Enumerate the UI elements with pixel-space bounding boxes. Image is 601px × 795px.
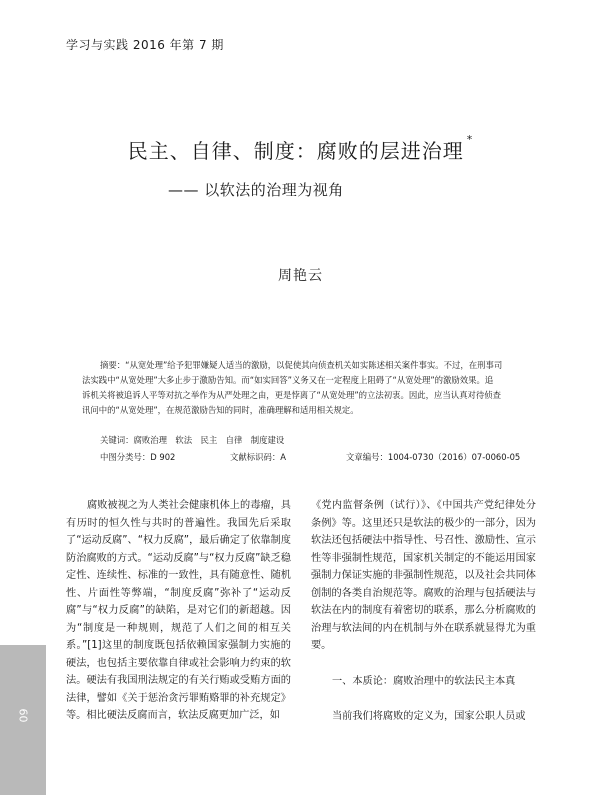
section-heading: 一、本质论：腐败治理中的软法民主本真 <box>332 675 516 687</box>
keywords: 关键词：腐败治理 软法 民主 自律 制度建设 <box>100 435 285 445</box>
author-name: 周艳云 <box>278 268 323 284</box>
body-column-left <box>66 497 291 725</box>
body-paragraph: 当前我们将腐败的定义为，国家公职人员或 <box>332 711 526 722</box>
article-title <box>0 135 601 164</box>
abstract-line: 摘要：“从宽处理”给予犯罪嫌疑人适当的激励，以促使其向侦查机关如实陈述相关案件事实。不过，在刑事司 <box>100 360 503 370</box>
document-code: 文献标识码：A <box>230 452 286 462</box>
journal-issue-header: 学习与实践 2016 年第 7 期 <box>66 38 224 52</box>
page-number: 60 <box>16 708 30 723</box>
page-number-tab <box>0 645 46 795</box>
clc-number: 中图分类号：D 902 <box>100 452 176 462</box>
article-subtitle: —— 以软法的治理为视角 <box>168 181 344 199</box>
title-footnote-mark: * <box>466 133 474 146</box>
body-paragraph: 腐败被视之为人类社会健康机体上的毒瘤，具有历时的恒久性与共时的普遍性。我国先后采取了“运动反腐”、“权力反腐”，最后确定了依靠制度防治腐败的方式。“运动反腐”与“权力反腐”缺乏稳定性、连续性、标准的一致性，具有随意性、随机性、片面性等弊端，“制度反腐”弥补了“运动反腐”与“权力反腐”的缺陷，是对它们的新超越。因为“制度是一种规则，规范了人们之间的相互关系。”[1]这里的制度既包括依赖国家强制力实施的硬法，也包括主要依靠自律或社会影响力约束的软法。硬法有我国刑法规定的有关行贿或受贿方面的法律，譬如《关于惩治贪污罪贿赂罪的补充规定》等。相比硬法反腐而言，软法反腐更加广泛，如 <box>66 500 291 721</box>
abstract-line: 法实践中“从宽处理”大多止步于激励告知。而“如实回答”义务又在一定程度上阻碍了“从宽处理”的激励效果。追 <box>82 375 494 385</box>
abstract <box>82 358 537 418</box>
abstract-line: 诉机关将被追诉人平等对抗之举作为从严处理之由，更是悖离了“从宽处理”的立法初衷。因此，应当认真对待侦查 <box>82 390 502 400</box>
abstract-line: 讯问中的“从宽处理”，在规范激励告知的同时，准确理解和适用相关规定。 <box>82 405 359 415</box>
article-number: 文章编号：1004-0730（2016）07-0060-05 <box>346 452 521 462</box>
body-paragraph: 《党内监督条例（试行）》、《中国共产党纪律处分条例》等。这里还只是软法的极少的一部分，因为软法还包括硬法中指导性、号召性、激励性、宣示性等非强制性规范，国家机关制定的不能运用国家强制力保证实施的非强制性规范，以及社会共同体创制的各类自治规范等。腐败的治理与包括硬法与软法在内的制度有着密切的联系，那么分析腐败的治理与软法间的内在机制与外在联系就显得尤为重要。 <box>311 500 536 651</box>
article-title-text: 民主、自律、制度：腐败的层进治理 <box>127 139 464 163</box>
body-column-right <box>311 497 536 726</box>
